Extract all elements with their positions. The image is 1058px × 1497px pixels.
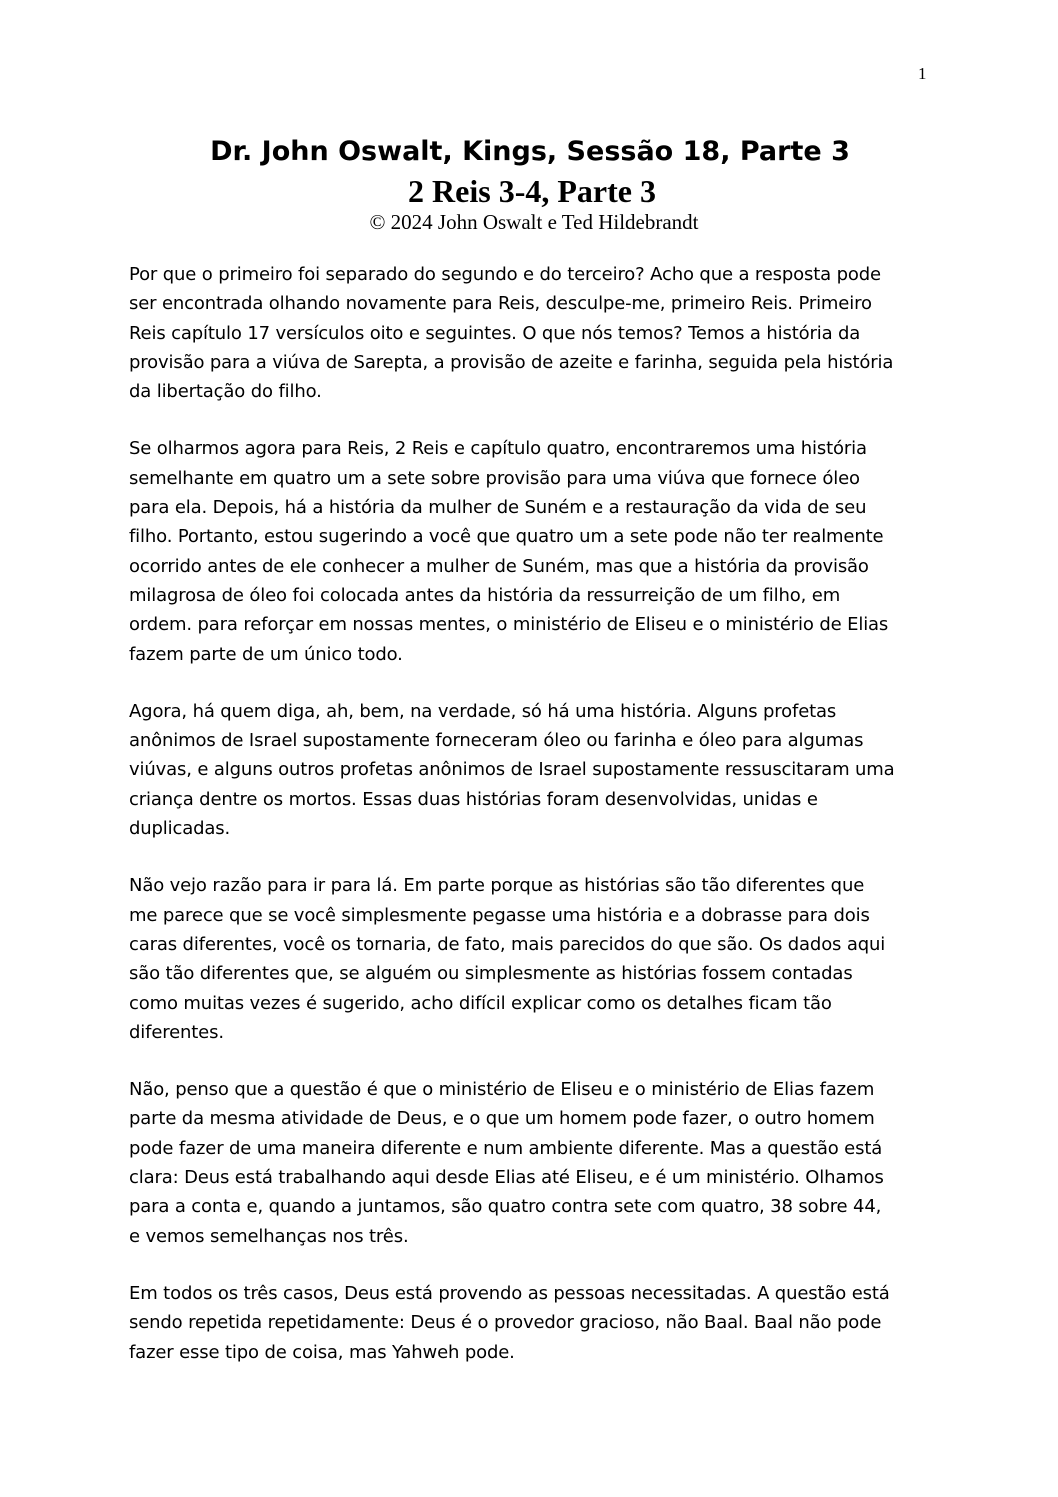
text-line: anônimos de Israel supostamente forneceram óleo ou farinha e óleo para algumas — [129, 730, 864, 752]
text-line: e vemos semelhanças nos três. — [129, 1225, 409, 1247]
text-line: para ela. Depois, há a história da mulher de Suném e a restauração da vida de seu — [129, 497, 867, 519]
text-line: Em todos os três casos, Deus está provendo as pessoas necessitadas. A questão está — [129, 1282, 890, 1304]
text-line: Agora, há quem diga, ah, bem, na verdade, só há uma história. Alguns profetas — [129, 700, 837, 722]
paragraph-6 — [129, 1279, 929, 1367]
text-line: fazem parte de um único todo. — [129, 643, 403, 665]
text-line: caras diferentes, você os tornaria, de fato, mais parecidos do que são. Os dados aqui — [129, 933, 886, 955]
text-line: parte da mesma atividade de Deus, e o que um homem pode fazer, o outro homem — [129, 1108, 875, 1130]
text-line: Não, penso que a questão é que o ministério de Eliseu e o ministério de Elias fazem — [129, 1079, 875, 1101]
text-line: para a conta e, quando a juntamos, são quatro contra sete com quatro, 38 sobre 44, — [129, 1196, 882, 1218]
text-line: pode fazer de uma maneira diferente e num ambiente diferente. Mas a questão está — [129, 1137, 883, 1159]
text-line: fazer esse tipo de coisa, mas Yahweh pode. — [129, 1341, 515, 1363]
text-line: viúvas, e alguns outros profetas anônimos de Israel supostamente ressuscitaram uma — [129, 759, 895, 781]
text-line: Não vejo razão para ir para lá. Em parte porque as histórias são tão diferentes que — [129, 875, 865, 897]
text-line: ocorrido antes de ele conhecer a mulher de Suném, mas que a história da provisão — [129, 555, 869, 577]
text-line: Por que o primeiro foi separado do segundo e do terceiro? Acho que a resposta pode — [129, 264, 881, 285]
text-line: criança dentre os mortos. Essas duas histórias foram desenvolvidas, unidas e — [129, 788, 818, 810]
text-line: ordem. para reforçar em nossas mentes, o ministério de Eliseu e o ministério de Elias — [129, 614, 889, 636]
text-line: Se olharmos agora para Reis, 2 Reis e capítulo quatro, encontraremos uma história — [129, 438, 867, 460]
title-block — [0, 132, 1058, 234]
text-line: duplicadas. — [129, 818, 231, 840]
text-line: semelhante em quatro um a sete sobre provisão para uma viúva que fornece óleo — [129, 467, 860, 489]
paragraph-4 — [129, 871, 929, 1047]
text-line: são tão diferentes que, se alguém ou simplesmente as histórias fossem contadas — [129, 963, 853, 985]
paragraph-3 — [129, 697, 929, 843]
document-title: Dr. John Oswalt, Kings, Sessão 18, Parte 3 — [210, 136, 850, 167]
page-number: 1 — [918, 64, 927, 83]
body-text — [129, 260, 929, 1395]
text-line: diferentes. — [129, 1021, 224, 1043]
text-line: ser encontrada olhando novamente para Reis, desculpe-me, primeiro Reis. Primeiro — [129, 293, 872, 315]
text-line: da libertação do filho. — [129, 381, 322, 403]
text-line: clara: Deus está trabalhando aqui desde Elias até Eliseu, e é um ministério. Olhamos — [129, 1167, 884, 1189]
copyright-line: © 2024 John Oswalt e Ted Hildebrandt — [369, 210, 699, 234]
paragraph-2 — [129, 434, 929, 668]
document-subtitle: 2 Reis 3-4, Parte 3 — [408, 173, 656, 209]
paragraph-1 — [129, 260, 929, 406]
text-line: milagrosa de óleo foi colocada antes da história da ressurreição de um filho, em — [129, 584, 841, 606]
text-line: me parece que se você simplesmente pegasse uma história e a dobrasse para dois — [129, 904, 870, 926]
text-line: como muitas vezes é sugerido, acho difícil explicar como os detalhes ficam tão — [129, 992, 832, 1014]
text-line: sendo repetida repetidamente: Deus é o provedor gracioso, não Baal. Baal não pode — [129, 1312, 882, 1334]
text-line: provisão para a viúva de Sarepta, a provisão de azeite e farinha, seguida pela história — [129, 351, 894, 373]
text-line: filho. Portanto, estou sugerindo a você que quatro um a sete pode não ter realmente — [129, 526, 884, 548]
text-line: Reis capítulo 17 versículos oito e seguintes. O que nós temos? Temos a história da — [129, 322, 861, 344]
paragraph-5 — [129, 1075, 929, 1251]
